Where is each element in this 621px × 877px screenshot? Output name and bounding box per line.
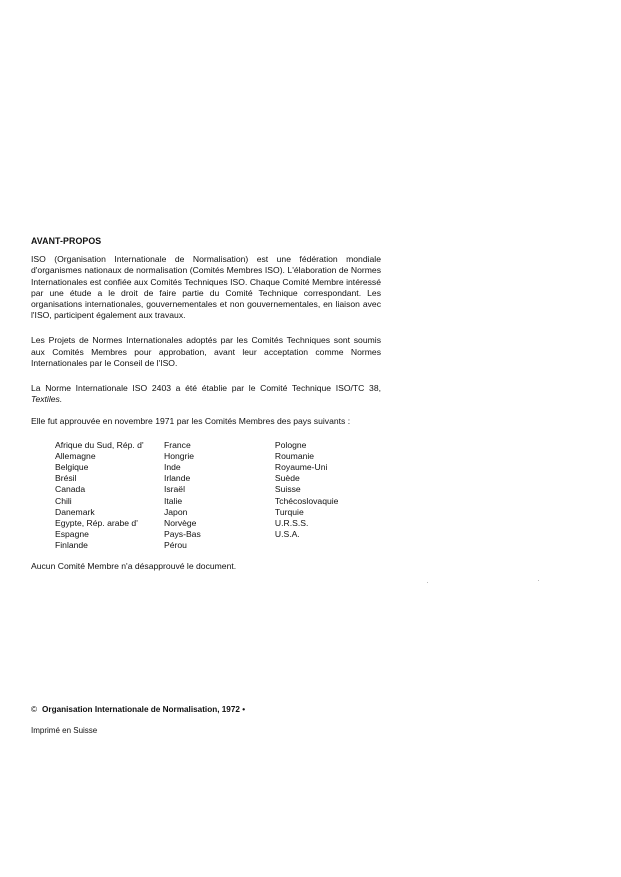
copyright-line xyxy=(31,705,245,714)
country-item: Royaume-Uni xyxy=(274,462,328,473)
country-item: Pologne xyxy=(274,439,307,450)
closing-statement: Aucun Comité Membre n'a désapprouvé le document. xyxy=(31,560,237,571)
copyright-symbol: © xyxy=(31,705,38,714)
country-item: France xyxy=(163,439,191,450)
country-item: Brésil xyxy=(55,473,77,484)
country-item: Inde xyxy=(163,462,181,473)
country-column-1 xyxy=(55,440,164,552)
country-item: Danemark xyxy=(55,506,95,517)
country-item: Canada xyxy=(55,484,86,495)
country-item: Espagne xyxy=(55,529,89,540)
country-item: Israël xyxy=(163,484,185,495)
country-item: Japon xyxy=(163,506,188,517)
copyright-text: Organisation Internationale de Normalisation, 1972 • xyxy=(42,705,246,714)
paragraph-3-text: La Norme Internationale ISO 2403 a été établie par le Comité Technique ISO/TC 38, xyxy=(31,383,381,394)
paragraph-3-italic: Textiles. xyxy=(31,394,63,405)
foreword-heading: AVANT-PROPOS xyxy=(31,236,102,246)
country-item: Finlande xyxy=(55,540,88,551)
foreword-section xyxy=(31,236,381,572)
country-item: Italie xyxy=(163,495,183,506)
country-item: U.R.S.S. xyxy=(274,518,309,529)
country-item: U.S.A. xyxy=(274,529,300,540)
country-item: Chili xyxy=(55,495,72,506)
country-item: Irlande xyxy=(163,473,191,484)
foreword-paragraph-1: ISO (Organisation Internationale de Normalisation) est une fédération mondiale d'organismes nationaux de normalisation (Comités Membres ISO). L'élaboration de Normes Internationales est confiée aux Comités Techniques ISO. Chaque Comité Membre intéressé par une étude a le droit de faire partie du Comité Technique correspondant. Les organisations internationales, gouvernementales et non gouvernementales, en liaison avec l'ISO, participent également aux travaux. xyxy=(31,254,381,321)
country-item: Roumanie xyxy=(274,450,315,461)
country-item: Suisse xyxy=(274,484,301,495)
country-item: Allemagne xyxy=(55,450,96,461)
country-item: Norvège xyxy=(163,518,197,529)
scan-speck xyxy=(427,582,428,583)
country-column-2 xyxy=(164,440,275,552)
member-countries-list xyxy=(55,440,381,552)
printed-in-label: Imprimé en Suisse xyxy=(31,726,98,735)
country-item: Belgique xyxy=(55,462,89,473)
scan-speck xyxy=(538,580,539,581)
country-item: Afrique du Sud, Rép. d' xyxy=(55,439,144,450)
country-item: Hongrie xyxy=(163,450,195,461)
foreword-paragraph-3 xyxy=(31,383,381,405)
country-item: Pérou xyxy=(163,540,187,551)
country-column-3 xyxy=(275,440,381,552)
country-item: Egypte, Rép. arabe d' xyxy=(55,518,138,529)
country-item: Suède xyxy=(274,473,300,484)
foreword-paragraph-4: Elle fut approuvée en novembre 1971 par les Comités Membres des pays suivants : xyxy=(31,416,351,427)
foreword-paragraph-2: Les Projets de Normes Internationales adoptés par les Comités Techniques sont soumis aux Comités Membres pour approbation, avant leur acceptation comme Normes Internationales par le Conseil de l'ISO. xyxy=(31,335,381,368)
country-item: Pays-Bas xyxy=(163,529,201,540)
country-item: Turquie xyxy=(274,506,304,517)
country-item: Tchécoslovaquie xyxy=(274,495,339,506)
